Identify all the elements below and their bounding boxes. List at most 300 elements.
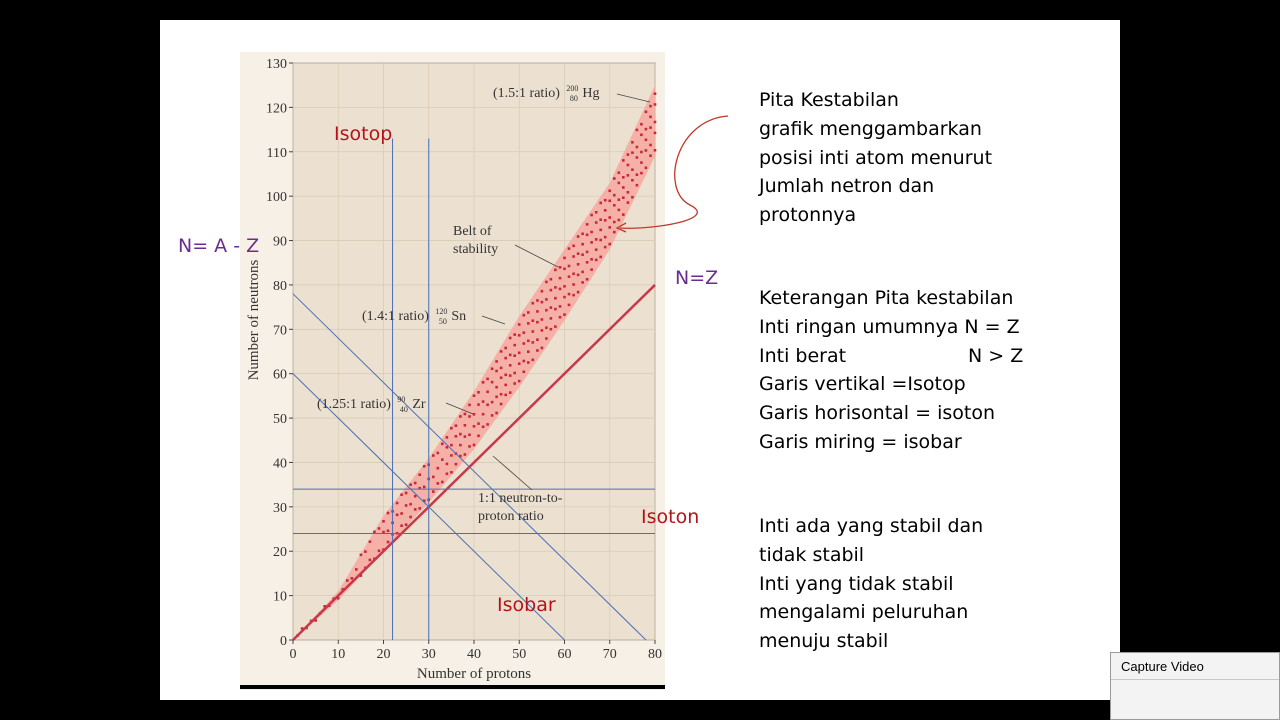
nuclide-dot bbox=[613, 204, 616, 207]
hg-element: Hg bbox=[582, 86, 600, 101]
nuclide-dot bbox=[473, 425, 476, 428]
note-line: posisi inti atom menurut bbox=[759, 146, 993, 169]
nuclide-dot bbox=[645, 128, 648, 131]
nuclide-dot bbox=[645, 111, 648, 114]
nuclide-dot bbox=[504, 374, 507, 377]
nuclide-dot bbox=[554, 286, 557, 289]
note-line: Inti ada yang stabil dan bbox=[759, 515, 984, 537]
nuclide-dot bbox=[523, 314, 526, 317]
nuclide-dot bbox=[518, 334, 521, 337]
nuclide-dot bbox=[541, 347, 544, 350]
nuclide-dot bbox=[509, 374, 512, 377]
nuclide-dot bbox=[482, 426, 485, 429]
note-block-stability bbox=[759, 512, 983, 656]
nuclide-dot bbox=[532, 302, 535, 305]
nuclide-dot bbox=[554, 297, 557, 300]
nuclide-dot bbox=[631, 141, 634, 144]
note-line: protonnya bbox=[759, 204, 857, 227]
nuclide-dot bbox=[645, 139, 648, 142]
nuclide-dot bbox=[541, 318, 544, 321]
isoton-annotation: Isoton bbox=[641, 506, 700, 528]
nuclide-dot bbox=[396, 514, 399, 517]
nuclide-dot bbox=[464, 453, 467, 456]
nuclide-dot bbox=[400, 512, 403, 515]
nuclide-dot bbox=[640, 161, 643, 164]
x-tick-label: 40 bbox=[467, 647, 481, 662]
nuclide-dot bbox=[482, 381, 485, 384]
nuclide-dot bbox=[473, 413, 476, 416]
nuclide-dot bbox=[532, 359, 535, 362]
nuclide-dot bbox=[500, 376, 503, 379]
nuclide-dot bbox=[486, 404, 489, 407]
nuclide-dot bbox=[486, 423, 489, 426]
nuclide-dot bbox=[654, 132, 657, 135]
nuclide-dot bbox=[409, 503, 412, 506]
nuclide-dot bbox=[581, 243, 584, 246]
nuclide-dot bbox=[414, 482, 417, 485]
note-line: Pita Kestabilan bbox=[759, 89, 899, 111]
zr-element: Zr bbox=[412, 397, 426, 412]
nuclide-dot bbox=[504, 347, 507, 350]
nuclide-dot bbox=[369, 559, 372, 562]
nuclide-dot bbox=[572, 255, 575, 258]
nuclide-dot bbox=[613, 194, 616, 197]
nuclide-dot bbox=[649, 154, 652, 157]
nuclide-dot bbox=[608, 200, 611, 203]
nuclide-dot bbox=[613, 221, 616, 224]
nuclide-dot bbox=[400, 493, 403, 496]
nuclide-dot bbox=[523, 342, 526, 345]
nuclide-dot bbox=[568, 247, 571, 250]
nuclide-dot bbox=[550, 317, 553, 320]
nuclide-dot bbox=[491, 401, 494, 404]
nuclide-dot bbox=[645, 149, 648, 152]
nuclide-dot bbox=[622, 176, 625, 179]
note-line: mengalami peluruhan bbox=[759, 601, 969, 624]
slide bbox=[160, 20, 1120, 700]
note-line: Inti ringan umumnya N = Z bbox=[759, 315, 1020, 338]
note-line: Garis horisontal = isoton bbox=[759, 402, 996, 425]
nuclide-dot bbox=[500, 350, 503, 353]
nuclide-dot bbox=[572, 273, 575, 276]
nuclide-dot bbox=[604, 209, 607, 212]
inti-berat-text: Inti berat bbox=[759, 344, 847, 367]
x-tick-label: 50 bbox=[512, 647, 527, 662]
note-block-explanation bbox=[759, 284, 1059, 457]
nuclide-dot bbox=[608, 190, 611, 193]
nuclide-dot bbox=[378, 550, 381, 553]
nuclide-dot bbox=[437, 452, 440, 455]
nuclide-dot bbox=[500, 367, 503, 370]
nuclide-dot bbox=[577, 235, 580, 238]
nuclide-dot bbox=[568, 304, 571, 307]
y-tick-label: 40 bbox=[273, 456, 287, 472]
nuclide-dot bbox=[360, 554, 363, 557]
nuclide-dot bbox=[382, 520, 385, 523]
nuclide-dot bbox=[590, 231, 593, 234]
nuclide-dot bbox=[550, 306, 553, 309]
nuclide-dot bbox=[586, 234, 589, 237]
nuclide-dot bbox=[645, 167, 648, 170]
nuclide-dot bbox=[581, 271, 584, 274]
y-tick-label: 90 bbox=[273, 234, 287, 250]
n-greater-z-text: N > Z bbox=[968, 344, 1024, 367]
nuclide-dot bbox=[536, 299, 539, 302]
nuclide-dot bbox=[437, 482, 440, 485]
x-tick-label: 80 bbox=[648, 647, 662, 662]
note-line: tidak stabil bbox=[759, 543, 865, 566]
nuclide-dot bbox=[441, 443, 444, 446]
nuclide-dot bbox=[559, 277, 562, 280]
nuclide-dot bbox=[527, 361, 530, 364]
nuclide-dot bbox=[568, 265, 571, 268]
nuclide-dot bbox=[649, 144, 652, 147]
nuclide-dot bbox=[405, 504, 408, 507]
note-line-heavy-nuclei bbox=[759, 342, 1059, 371]
y-tick-label: 10 bbox=[273, 589, 287, 605]
nuclide-dot bbox=[450, 444, 453, 447]
nuclide-dot bbox=[572, 245, 575, 248]
nuclide-dot bbox=[527, 311, 530, 314]
nuclide-dot bbox=[477, 435, 480, 438]
nuclide-dot bbox=[473, 394, 476, 397]
nuclide-dot bbox=[513, 382, 516, 385]
nuclide-dot bbox=[369, 540, 372, 543]
nuclide-dot bbox=[581, 281, 584, 284]
nuclide-dot bbox=[468, 434, 471, 437]
nuclide-dot bbox=[518, 380, 521, 383]
y-tick-label: 50 bbox=[273, 412, 287, 428]
nuclide-dot bbox=[477, 422, 480, 425]
nuclide-dot bbox=[446, 463, 449, 466]
nuclide-dot bbox=[409, 516, 412, 519]
nuclide-dot bbox=[495, 412, 498, 415]
nuclide-dot bbox=[509, 337, 512, 340]
nuclide-dot bbox=[432, 454, 435, 457]
nuclide-dot bbox=[513, 354, 516, 357]
nuclide-dot bbox=[581, 233, 584, 236]
note-line: Jumlah netron dan bbox=[759, 175, 935, 198]
nuclide-dot bbox=[649, 116, 652, 119]
nuclide-dot bbox=[604, 236, 607, 239]
nuclide-dot bbox=[627, 164, 630, 167]
nuclide-dot bbox=[536, 321, 539, 324]
nuclide-dot bbox=[595, 221, 598, 224]
nuclide-dot bbox=[450, 471, 453, 474]
nuclide-dot bbox=[608, 243, 611, 246]
nuclide-dot bbox=[455, 435, 458, 438]
nuclide-dot bbox=[491, 368, 494, 371]
x-tick-label: 10 bbox=[331, 647, 346, 662]
nuclide-dot bbox=[649, 105, 652, 108]
nuclide-dot bbox=[595, 259, 598, 262]
nuclide-dot bbox=[405, 523, 408, 526]
nuclide-dot bbox=[414, 495, 417, 498]
nuclide-dot bbox=[586, 278, 589, 281]
nuclide-dot bbox=[618, 219, 621, 222]
nuclide-dot bbox=[563, 313, 566, 316]
y-tick-label: 100 bbox=[266, 190, 287, 206]
nuclide-dot bbox=[627, 153, 630, 156]
nuclide-dot bbox=[550, 278, 553, 281]
nuclide-dot bbox=[636, 129, 639, 132]
belt-label-line2: stability bbox=[453, 242, 499, 257]
nuclide-dot bbox=[482, 400, 485, 403]
y-tick-label: 60 bbox=[273, 367, 287, 383]
nuclide-dot bbox=[545, 326, 548, 329]
nuclide-dot bbox=[545, 337, 548, 340]
nuclide-dot bbox=[518, 362, 521, 365]
nuclide-dot bbox=[459, 444, 462, 447]
nuclide-dot bbox=[550, 328, 553, 331]
y-tick-label: 130 bbox=[266, 57, 287, 72]
nuclide-dot bbox=[504, 394, 507, 397]
nuclide-dot bbox=[495, 360, 498, 363]
nuclide-dot bbox=[631, 168, 634, 171]
y-tick-label: 110 bbox=[266, 145, 287, 161]
nuclide-dot bbox=[568, 275, 571, 278]
nuclide-dot bbox=[491, 381, 494, 384]
nuclide-dot bbox=[631, 196, 634, 199]
nuclide-dot bbox=[437, 467, 440, 470]
nuclide-dot bbox=[532, 330, 535, 333]
nuclide-dot bbox=[640, 134, 643, 137]
nuclide-dot bbox=[387, 530, 390, 533]
nuclide-dot bbox=[400, 524, 403, 527]
y-tick-label: 30 bbox=[273, 500, 287, 516]
nuclide-dot bbox=[618, 209, 621, 212]
nuclide-dot bbox=[577, 291, 580, 294]
nuclide-dot bbox=[559, 305, 562, 308]
nuclide-dot bbox=[504, 357, 507, 360]
nuclide-dot bbox=[405, 492, 408, 495]
nuclide-dot bbox=[541, 329, 544, 332]
note-line: grafik menggambarkan bbox=[759, 117, 982, 140]
nuclide-dot bbox=[595, 238, 598, 241]
y-tick-label: 70 bbox=[273, 323, 287, 339]
nuclide-dot bbox=[613, 177, 616, 180]
nuclide-dot bbox=[590, 241, 593, 244]
nuclide-dot bbox=[513, 372, 516, 375]
nuclide-dot bbox=[455, 463, 458, 466]
nuclide-dot bbox=[599, 256, 602, 259]
hg-ratio: (1.5:1 ratio) bbox=[493, 86, 560, 101]
nuclide-dot bbox=[563, 296, 566, 299]
nuclide-dot bbox=[622, 159, 625, 162]
y-tick-label: 120 bbox=[266, 101, 287, 117]
nuclide-dot bbox=[468, 404, 471, 407]
nuclide-dot bbox=[523, 331, 526, 334]
nuclide-dot bbox=[559, 266, 562, 269]
nuclide-dot bbox=[654, 149, 657, 152]
nuclide-dot bbox=[464, 413, 467, 416]
nuclide-dot bbox=[509, 391, 512, 394]
nuclide-dot bbox=[563, 285, 566, 288]
y-tick-label: 80 bbox=[273, 278, 287, 294]
note-block-stability-band bbox=[759, 86, 992, 230]
nuclide-dot bbox=[595, 248, 598, 251]
nuclide-dot bbox=[441, 481, 444, 484]
nuclide-dot bbox=[355, 568, 358, 571]
capture-divider bbox=[1111, 679, 1279, 680]
hg-number: 80 bbox=[569, 94, 578, 103]
nuclide-dot bbox=[563, 257, 566, 260]
nuclide-dot bbox=[527, 340, 530, 343]
nuclide-dot bbox=[450, 454, 453, 457]
nuclide-dot bbox=[627, 174, 630, 177]
x-tick-label: 20 bbox=[376, 647, 391, 662]
nuclide-dot bbox=[636, 184, 639, 187]
nuclide-dot bbox=[527, 350, 530, 353]
y-tick-label: 0 bbox=[280, 634, 287, 649]
nuclide-dot bbox=[441, 458, 444, 461]
nuclide-dot bbox=[599, 229, 602, 232]
note-line: Inti yang tidak stabil bbox=[759, 572, 954, 595]
nuclide-dot bbox=[627, 191, 630, 194]
nuclide-dot bbox=[500, 393, 503, 396]
nuclide-dot bbox=[364, 550, 367, 553]
nuclide-dot bbox=[373, 531, 376, 534]
nuclide-dot bbox=[509, 364, 512, 367]
nuclide-dot bbox=[495, 370, 498, 373]
nuclide-dot bbox=[423, 465, 426, 468]
nuclide-dot bbox=[622, 213, 625, 216]
nuclide-dot bbox=[532, 341, 535, 344]
nuclide-dot bbox=[450, 427, 453, 430]
nuclide-dot bbox=[459, 415, 462, 418]
nuclide-dot bbox=[523, 371, 526, 374]
capture-video-window[interactable] bbox=[1110, 652, 1280, 720]
capture-video-title: Capture Video bbox=[1121, 659, 1204, 674]
nuclide-dot bbox=[618, 182, 621, 185]
nuclide-dot bbox=[536, 338, 539, 341]
nuclide-dot bbox=[477, 391, 480, 394]
nuclide-dot bbox=[636, 156, 639, 159]
nuclide-dot bbox=[654, 103, 657, 106]
nuclide-dot bbox=[577, 252, 580, 255]
nuclide-dot bbox=[618, 171, 621, 174]
nuclide-dot bbox=[504, 384, 507, 387]
nuclide-dot bbox=[622, 196, 625, 199]
nuclide-dot bbox=[590, 214, 593, 217]
nuclide-dot bbox=[468, 445, 471, 448]
nz-ratio-label-line2: proton ratio bbox=[478, 509, 544, 524]
nuclide-dot bbox=[446, 436, 449, 439]
nuclide-dot bbox=[409, 483, 412, 486]
note-line: Garis miring = isobar bbox=[759, 430, 962, 453]
nuclide-dot bbox=[627, 201, 630, 204]
nuclide-dot bbox=[351, 577, 354, 580]
nuclide-dot bbox=[586, 261, 589, 264]
nuclide-dot bbox=[559, 288, 562, 291]
nuclide-dot bbox=[396, 502, 399, 505]
note-line: menuju stabil bbox=[759, 630, 889, 653]
nuclide-dot bbox=[346, 579, 349, 582]
note-line: Keterangan Pita kestabilan bbox=[759, 287, 1014, 309]
nuclide-dot bbox=[581, 253, 584, 256]
nuclide-dot bbox=[636, 173, 639, 176]
nuclide-dot bbox=[613, 231, 616, 234]
nuclide-dot bbox=[554, 325, 557, 328]
nuclide-dot bbox=[640, 151, 643, 154]
nuclide-dot bbox=[604, 219, 607, 222]
x-tick-label: 70 bbox=[602, 647, 617, 662]
nuclide-dot bbox=[654, 121, 657, 124]
isotop-annotation: Isotop bbox=[334, 123, 393, 145]
nuclide-dot bbox=[545, 281, 548, 284]
nuclide-dot bbox=[464, 424, 467, 427]
nuclide-dot bbox=[577, 263, 580, 266]
nuclide-dot bbox=[545, 298, 548, 301]
nuclide-dot bbox=[486, 391, 489, 394]
nuclide-dot bbox=[486, 378, 489, 381]
nuclide-dot bbox=[432, 490, 435, 493]
nuclide-dot bbox=[495, 386, 498, 389]
nuclide-dot bbox=[554, 308, 557, 311]
nuclide-dot bbox=[418, 507, 421, 510]
nuclide-dot bbox=[477, 403, 480, 406]
nuclide-dot bbox=[599, 202, 602, 205]
sn-mass: 120 bbox=[435, 307, 448, 316]
nuclide-dot bbox=[518, 323, 521, 326]
isobar-annotation: Isobar bbox=[497, 594, 556, 616]
nuclide-dot bbox=[554, 269, 557, 272]
nuclide-dot bbox=[446, 446, 449, 449]
nuclide-dot bbox=[513, 333, 516, 336]
nuclide-dot bbox=[572, 283, 575, 286]
nuclide-dot bbox=[590, 258, 593, 261]
belt-label-line1: Belt of bbox=[453, 224, 492, 239]
nuclide-dot bbox=[387, 541, 390, 544]
nuclide-dot bbox=[604, 246, 607, 249]
nuclide-dot bbox=[550, 289, 553, 292]
nz-ratio-label-line1: 1:1 neutron-to- bbox=[478, 491, 563, 506]
nuclide-dot bbox=[545, 309, 548, 312]
nuclide-dot bbox=[608, 216, 611, 219]
y-axis-label: Number of neutrons bbox=[246, 259, 262, 381]
sn-number: 50 bbox=[438, 317, 447, 326]
sn-element: Sn bbox=[451, 309, 467, 324]
nuclide-dot bbox=[586, 251, 589, 254]
nuclide-dot bbox=[572, 294, 575, 297]
nuclide-dot bbox=[423, 486, 426, 489]
nz-annotation: N=Z bbox=[675, 267, 719, 289]
nuclide-dot bbox=[482, 413, 485, 416]
x-tick-label: 0 bbox=[289, 647, 297, 662]
nuclide-dot bbox=[459, 433, 462, 436]
nuclide-dot bbox=[559, 316, 562, 319]
zr-number: 40 bbox=[399, 405, 408, 414]
nuclide-dot bbox=[631, 179, 634, 182]
nuclide-dot bbox=[446, 473, 449, 476]
nuclide-dot bbox=[577, 274, 580, 277]
zr-ratio: (1.25:1 ratio) bbox=[317, 397, 391, 412]
nuclide-dot bbox=[622, 186, 625, 189]
nuclide-dot bbox=[387, 512, 390, 515]
sn-ratio: (1.4:1 ratio) bbox=[362, 309, 429, 324]
hg-mass: 200 bbox=[566, 84, 579, 93]
nuclide-dot bbox=[640, 123, 643, 126]
nuclide-dot bbox=[509, 354, 512, 357]
nuclide-dot bbox=[541, 301, 544, 304]
nuclide-dot bbox=[640, 172, 643, 175]
nuclide-dot bbox=[455, 424, 458, 427]
nuclide-dot bbox=[536, 349, 539, 352]
nuclide-dot bbox=[599, 218, 602, 221]
x-axis-label: Number of protons bbox=[416, 666, 532, 682]
nuclide-dot bbox=[586, 223, 589, 226]
nuclide-dot bbox=[500, 403, 503, 406]
